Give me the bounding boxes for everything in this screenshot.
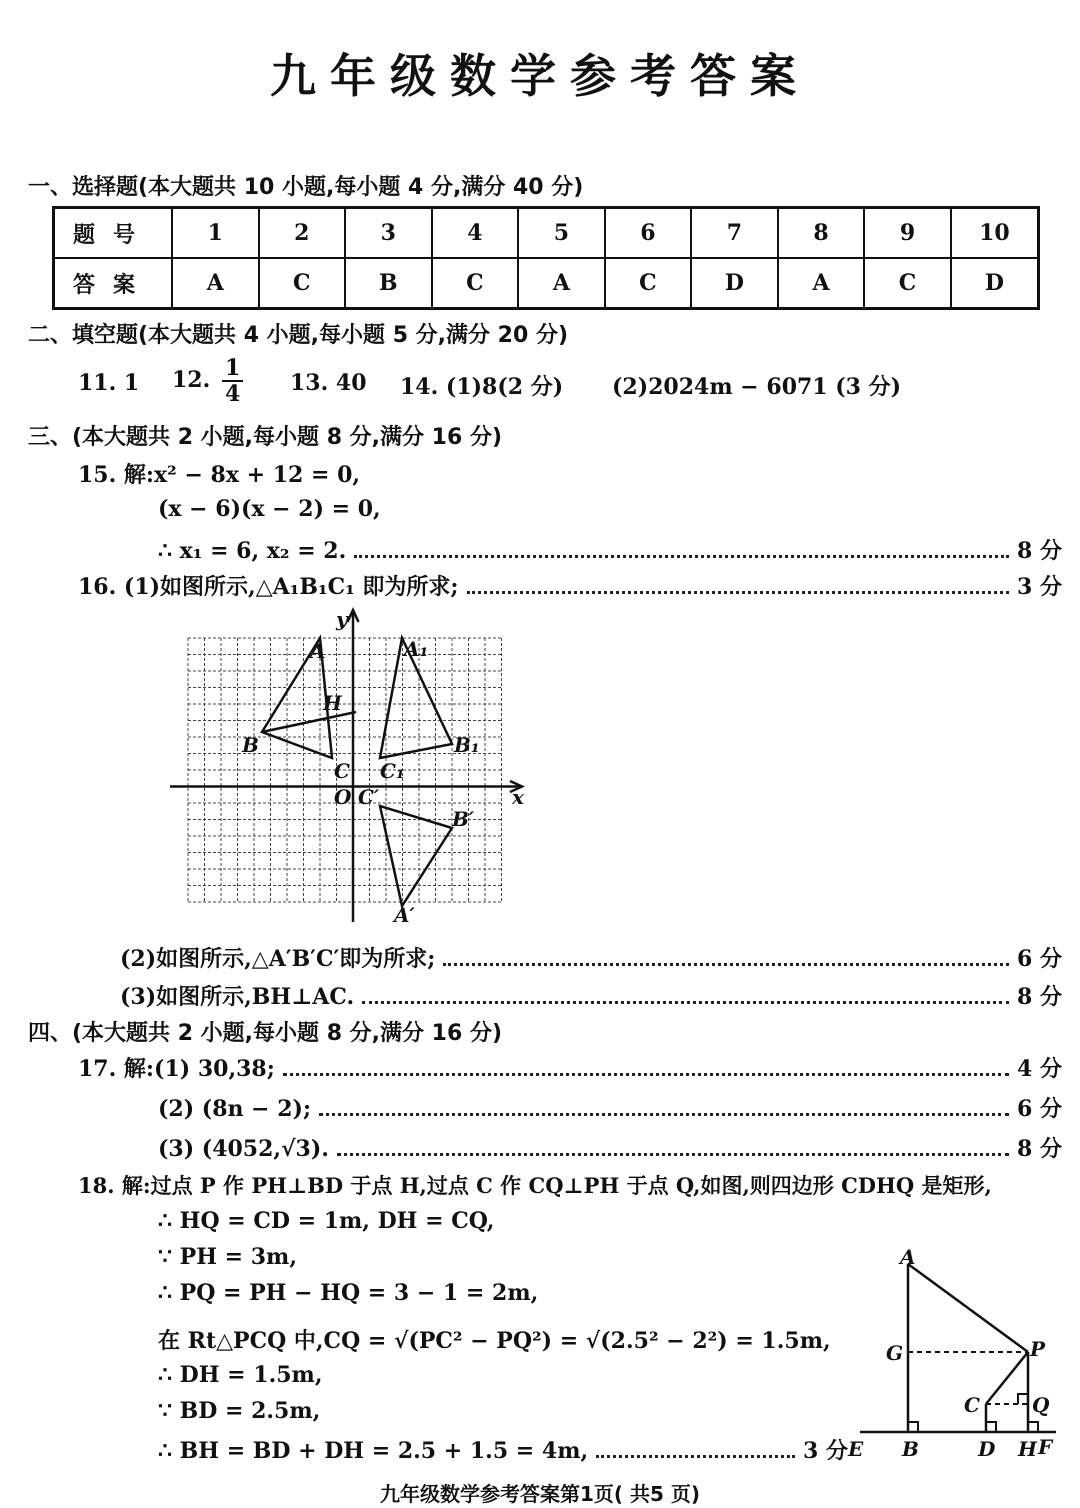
label-y: y: [336, 607, 348, 631]
label-a: A: [310, 639, 326, 663]
label-origin: O: [334, 785, 352, 809]
q15-line2: (x − 6)(x − 2) = 0,: [158, 496, 381, 522]
leader-dots: [319, 1113, 1009, 1116]
answer-cell: D: [951, 258, 1039, 309]
answer-12: [172, 356, 247, 406]
q15-score: 8 分: [1017, 538, 1062, 564]
label-c: C: [964, 1393, 980, 1417]
q17-part1-text: 17. 解:(1) 30,38;: [78, 1056, 275, 1082]
answer-cell: B: [345, 258, 432, 309]
q17-part3-score: 8 分: [1017, 1136, 1062, 1162]
page-title: 九年级数学参考答案: [270, 49, 810, 103]
label-d: D: [978, 1437, 996, 1461]
q16-part1: [78, 570, 1062, 601]
coordinate-grid-figure: [160, 606, 530, 930]
right-angle-h: [1028, 1422, 1038, 1432]
leader-dots: [354, 555, 1009, 558]
label-x: x: [512, 785, 524, 809]
label-b: B: [902, 1437, 919, 1461]
label-cp: C′: [358, 785, 380, 809]
question-cell: 3: [345, 208, 432, 259]
leader-dots: [337, 1153, 1009, 1156]
question-cell: 2: [259, 208, 346, 259]
label-e: E: [848, 1437, 864, 1461]
row-label-answer: 答案: [54, 258, 173, 309]
q15-line1: 15. 解:x² − 8x + 12 = 0,: [78, 462, 361, 488]
label-c: C: [334, 759, 350, 783]
q18-line4: ∴ PQ = PH − HQ = 3 − 1 = 2m,: [158, 1280, 539, 1306]
row-label-question: 题号: [54, 208, 173, 259]
q18-line3: ∵ PH = 3m,: [158, 1244, 297, 1270]
altitude-bh: [262, 712, 356, 732]
leader-dots: [283, 1073, 1009, 1076]
triangles: [262, 638, 452, 906]
question-cell: 8: [778, 208, 865, 259]
label-q: Q: [1032, 1393, 1050, 1417]
section4-heading: 四、(本大题共 2 小题,每小题 8 分,满分 16 分): [28, 1021, 503, 1046]
q17-part2: [158, 1092, 1062, 1123]
q17-part1: [78, 1052, 1062, 1083]
answer-cell: C: [864, 258, 951, 309]
fraction-numerator: 1: [222, 356, 243, 382]
right-angle-d: [986, 1422, 996, 1432]
q16-part1-text: 16. (1)如图所示,△A₁B₁C₁ 即为所求;: [78, 574, 459, 600]
right-angle-q: [1018, 1394, 1028, 1404]
answer-12-label: 12.: [172, 367, 211, 393]
question-cell: 6: [605, 208, 692, 259]
question-cell: 10: [951, 208, 1039, 259]
answer-14-part2: (2)2024m − 6071 (3 分): [612, 374, 902, 400]
answer-14-part1: 14. (1)8(2 分): [400, 374, 564, 400]
q16-part3-score: 8 分: [1017, 984, 1062, 1010]
answer-cell: D: [691, 258, 778, 309]
answer-cell: A: [172, 258, 259, 309]
fraction: [222, 356, 243, 406]
q15-result: ∴ x₁ = 6, x₂ = 2.: [158, 538, 347, 564]
q18-line1: 18. 解:过点 P 作 PH⊥BD 于点 H,过点 C 作 CQ⊥PH 于点 Q,如图,则四边形 CDHQ 是矩形,: [78, 1173, 992, 1198]
label-p: P: [1030, 1337, 1046, 1361]
q18-line2: ∴ HQ = CD = 1m, DH = CQ,: [158, 1208, 495, 1234]
page-footer: 九年级数学参考答案第1页( 共5 页): [379, 1482, 701, 1506]
q16-part2-score: 6 分: [1017, 946, 1062, 972]
q18-score: 3 分: [803, 1438, 848, 1464]
q15-line3: [158, 534, 1062, 565]
leader-dots: [467, 591, 1010, 594]
segment-ap: [908, 1264, 1028, 1352]
label-b: B: [242, 733, 259, 757]
question-cell: 5: [518, 208, 605, 259]
section3-heading: 三、(本大题共 2 小题,每小题 8 分,满分 16 分): [28, 425, 503, 450]
table-row-questions: [54, 208, 1039, 259]
q17-part2-text: (2) (8n − 2);: [158, 1096, 312, 1122]
q18-line6: ∴ DH = 1.5m,: [158, 1362, 323, 1388]
answer-cell: A: [518, 258, 605, 309]
q17-part2-score: 6 分: [1017, 1096, 1062, 1122]
leader-dots: [443, 963, 1009, 966]
q18-line7: ∵ BD = 2.5m,: [158, 1398, 321, 1424]
label-a1: A₁: [404, 637, 429, 661]
answer-13: 13. 40: [290, 370, 367, 396]
label-a: A: [900, 1245, 916, 1269]
q18-figure: [846, 1244, 1068, 1470]
answer-table: [52, 206, 1040, 310]
fraction-denominator: 4: [224, 381, 241, 407]
label-h: H: [1018, 1437, 1037, 1461]
table-row-answers: [54, 258, 1039, 309]
answer-cell: C: [432, 258, 519, 309]
q16-part2-text: (2)如图所示,△A′B′C′即为所求;: [120, 946, 436, 972]
triangle-apbpcp: [380, 806, 452, 906]
right-angle-b: [908, 1422, 918, 1432]
label-f: F: [1038, 1435, 1053, 1459]
q16-part1-score: 3 分: [1017, 574, 1062, 600]
label-h: H: [323, 691, 342, 715]
segment-pc: [986, 1352, 1028, 1404]
q18-line8: [158, 1434, 848, 1465]
question-cell: 9: [864, 208, 951, 259]
label-bp: B′: [452, 807, 475, 831]
answer-cell: C: [259, 258, 346, 309]
q18-line8-text: ∴ BH = BD + DH = 2.5 + 1.5 = 4m,: [158, 1438, 589, 1464]
leader-dots: [362, 1001, 1009, 1004]
q16-part3: [120, 980, 1062, 1011]
answer-cell: A: [778, 258, 865, 309]
answer-11: 11. 1: [78, 370, 140, 396]
question-cell: 4: [432, 208, 519, 259]
q17-part1-score: 4 分: [1017, 1056, 1062, 1082]
q16-part3-text: (3)如图所示,BH⊥AC.: [120, 984, 355, 1010]
label-ap: A′: [394, 903, 415, 927]
answer-cell: C: [605, 258, 692, 309]
q16-part2: [120, 942, 1062, 973]
label-g: G: [886, 1341, 904, 1365]
leader-dots: [596, 1455, 795, 1458]
section1-heading: 一、选择题(本大题共 10 小题,每小题 4 分,满分 40 分): [28, 175, 584, 200]
question-cell: 7: [691, 208, 778, 259]
q17-part3-text: (3) (4052,√3).: [158, 1136, 329, 1162]
q18-line5: 在 Rt△PCQ 中,CQ = √(PC² − PQ²) = √(2.5² − 2²) = 1.5m,: [158, 1328, 831, 1354]
q17-part3: [158, 1132, 1062, 1163]
label-b1: B₁: [454, 733, 480, 757]
section2-heading: 二、填空题(本大题共 4 小题,每小题 5 分,满分 20 分): [28, 323, 569, 348]
question-cell: 1: [172, 208, 259, 259]
label-c1: C₁: [380, 759, 405, 783]
